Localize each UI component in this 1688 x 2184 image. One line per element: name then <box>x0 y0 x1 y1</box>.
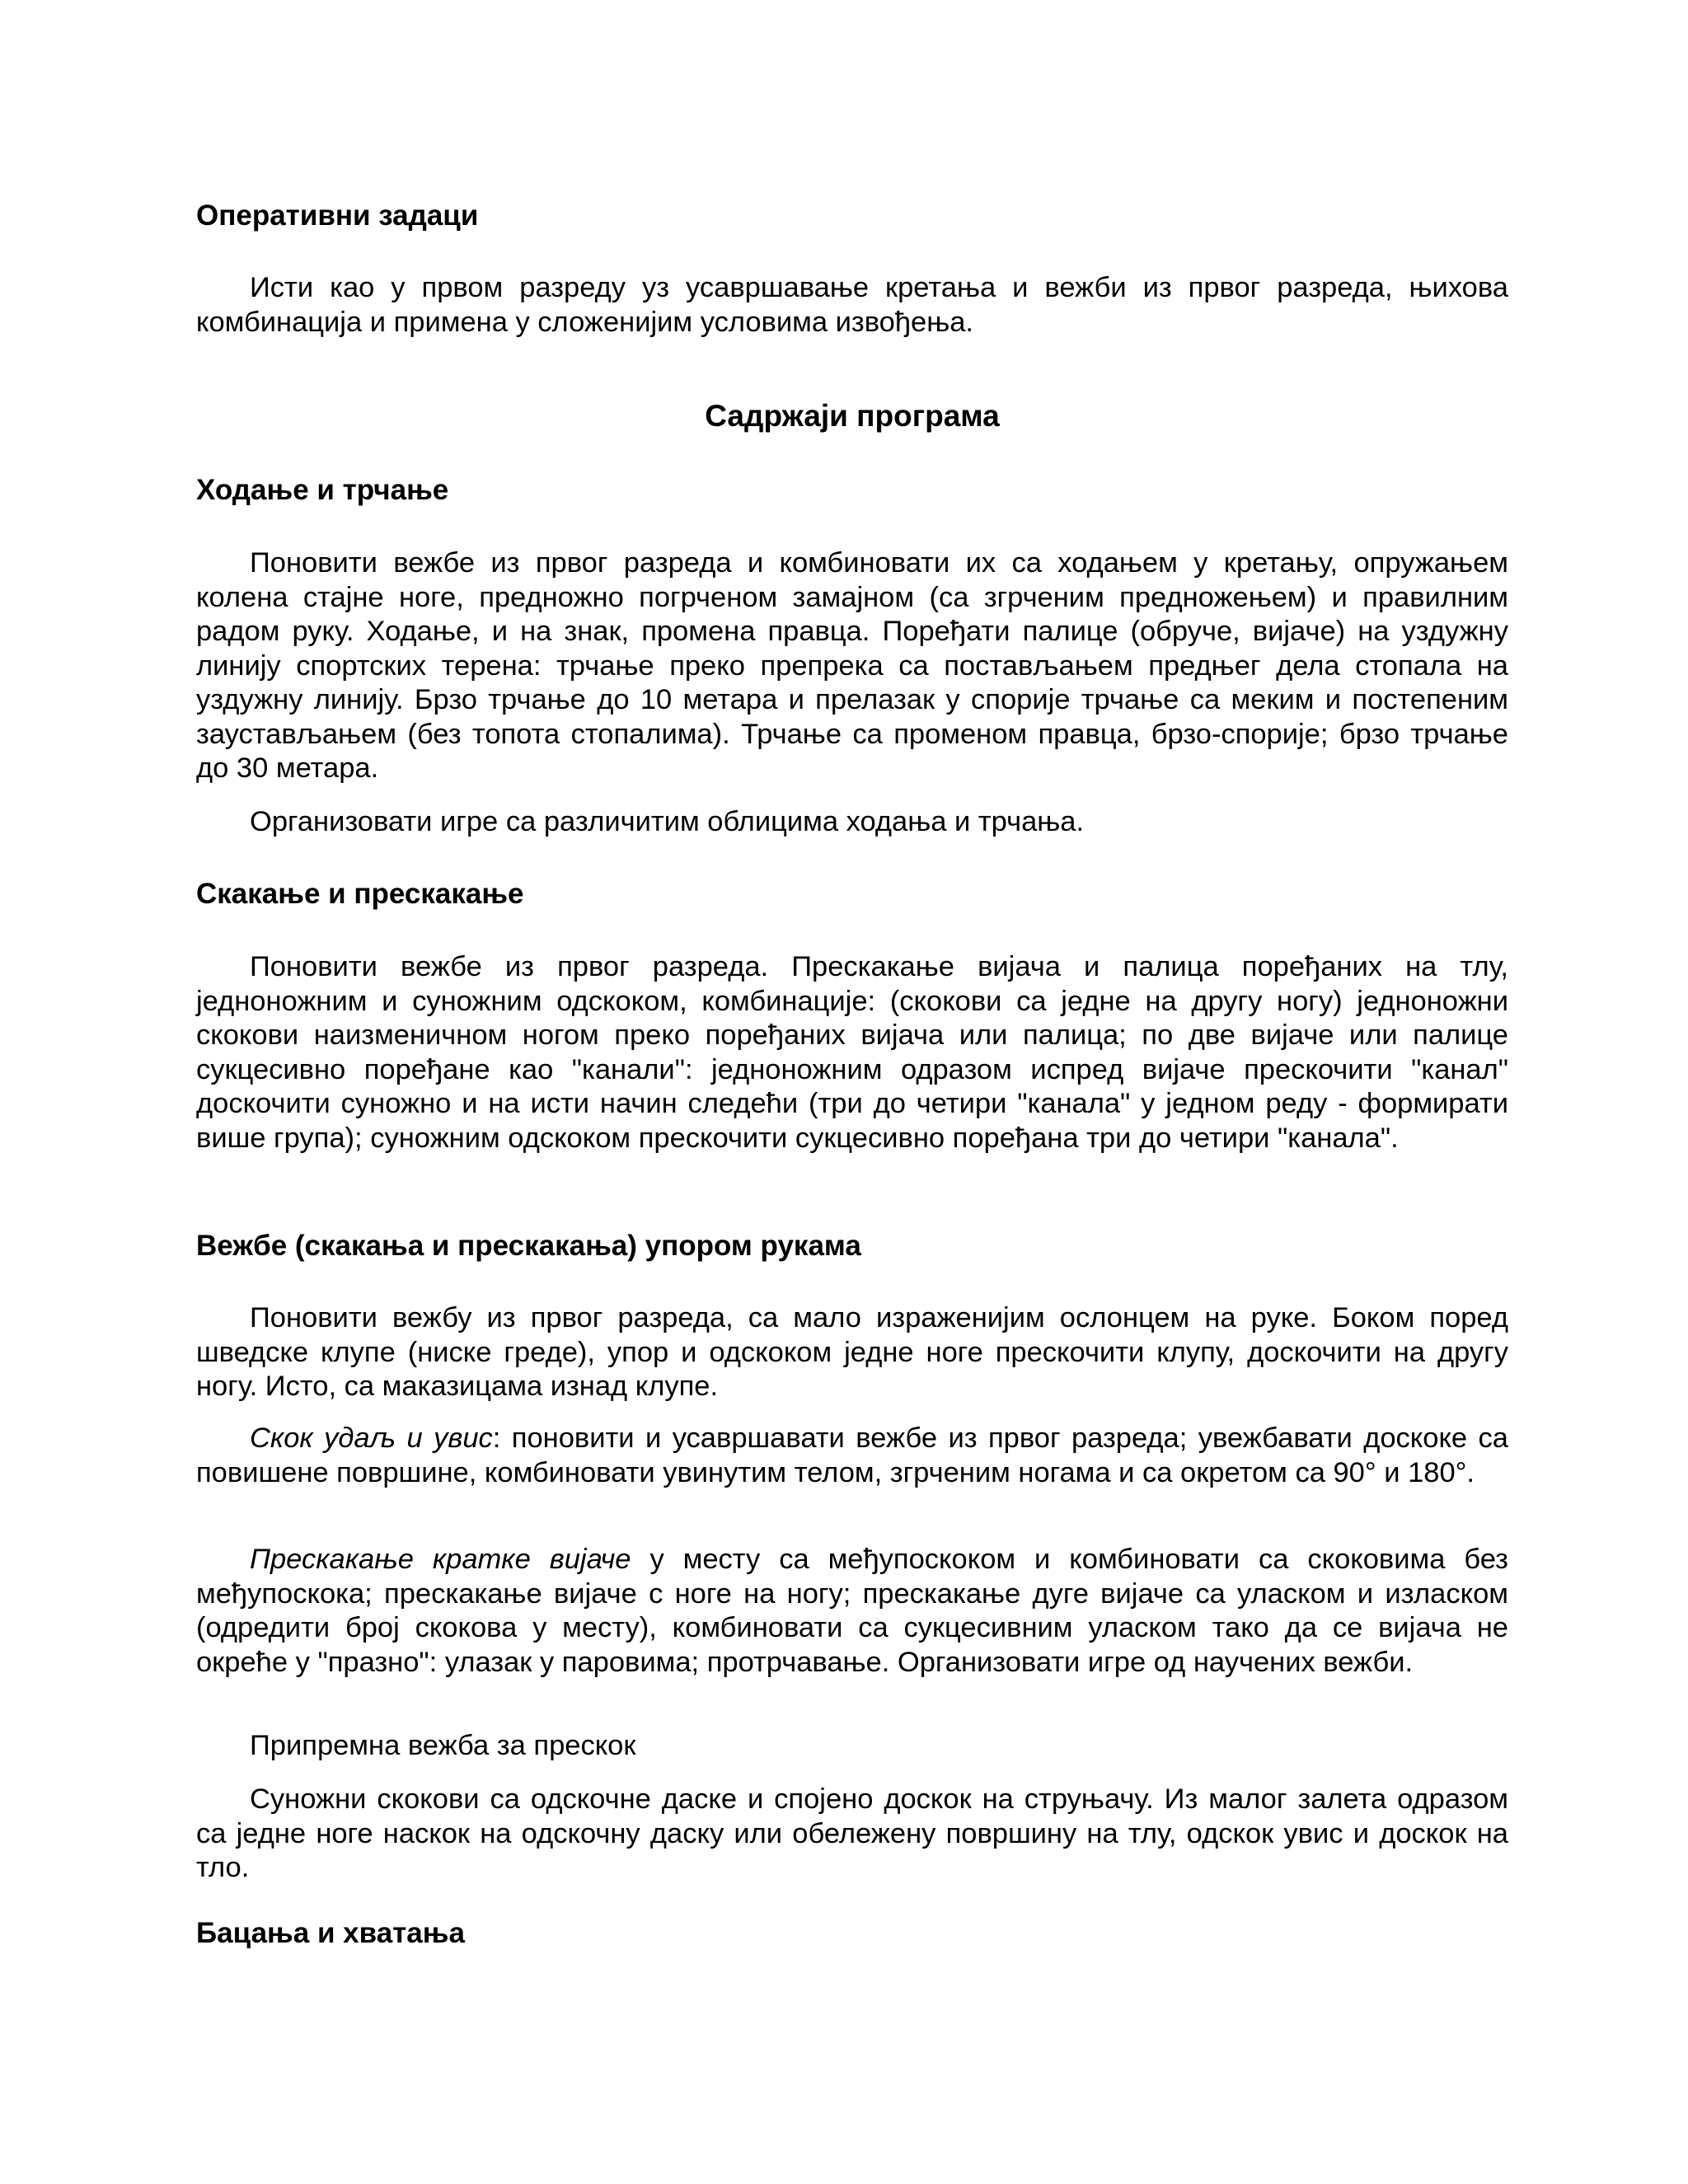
long-high-jump-text: : поновити и усавршавати вежбе из првог разреда; увежбавати доскоке са повишене површине, комбиновати увинутим телом, згрченим ногама и са окретом са 90° и 180°. <box>196 1422 1508 1488</box>
support-jumps-heading: Вежбе (скакања и прескакања) упором рукама <box>196 1230 861 1262</box>
walking-running-paragraph-1: Поновити вежбе из првог разреда и комбиновати их са ходањем у кретању, опружањем колена стајне ноге, предножно погрченом замајном (са згрченим предножењем) и правилним радом руку. Ходање, и на знак, промена правца. Поређати палице (обруче, вијаче) на уздужну линију спортских терена: трчање преко препрека са постављањем предњег дела стопала на уздужну линију. Брзо трчање до 10 метара и прелазак у спорије трчање са меким и постепеним заустављањем (без топота стопалима). Трчање са променом правца, брзо-спорије; брзо трчање до 30 метара. <box>196 547 1508 784</box>
jumping-heading: Скакање и прескакање <box>196 878 524 910</box>
vault-prep-paragraph: Суножни скокови са одскочне даске и спојено доскок на струњачу. Из малог залета одразом са једне ноге наскок на одскочну даску или обележену површину на тлу, одскок увис и доскок на тло. <box>196 1783 1508 1883</box>
short-rope-paragraph <box>196 1543 1508 1680</box>
short-rope-text: у месту са међупоскоком и комбиновати са скоковима без међупоскока; прескакање вијаче с ноге на ногу; прескакање дуге вијаче са уласком и изласком (одредити број скокова у месту), комбиновати са сукцесивним уласком тако да се вијача не окреће у "празно": улазак у паровима; протрчавање. Организовати игре од научених вежби. <box>196 1544 1508 1678</box>
jumping-paragraph: Поновити вежбе из првог разреда. Прескакање вијача и палица поређаних на тлу, једноножним и суножним одскоком, комбинације: (скокови са једне на другу ногу) једноножни скокови наизменичном ногом преко поређаних вијача или палица; по две вијаче или палице сукцесивно поређане као "канали": једноножним одразом испред вијаче прескочити "канал" доскочити суножно и на исти начин следећи (три до четири "канала" у једном реду - формирати више група); суножним одскоком прескочити сукцесивно поређана три до четири "канала". <box>196 951 1508 1154</box>
vault-prep-line: Припремна вежба за прескок <box>250 1730 636 1761</box>
walking-running-heading: Ходање и трчање <box>196 474 449 506</box>
throwing-catching-heading: Бацања и хватања <box>196 1917 465 1949</box>
walking-running-paragraph-2: Организовати игре са различитим облицима ходања и трчања. <box>250 806 1085 837</box>
operative-tasks-paragraph: Исти као у првом разреду уз усавршавање кретања и вежби из првог разреда, њихова комбинација и примена у сложенијим условима извођења. <box>196 272 1508 338</box>
operative-tasks-heading: Оперативни задаци <box>196 199 479 232</box>
long-high-jump-paragraph <box>196 1422 1508 1490</box>
support-jumps-paragraph-1: Поновити вежбу из првог разреда, са мало израженијим ослонцем на руке. Боком поред шведске клупе (ниске греде), упор и одскоком једне ноге прескочити клупу, доскочити на другу ногу. Исто, са маказицама изнад клупе. <box>196 1302 1508 1402</box>
program-contents-title: Садржаји програма <box>705 399 1000 433</box>
short-rope-term: Прескакање кратке вијаче <box>250 1544 631 1575</box>
long-high-jump-term: Скок удаљ и увис <box>250 1422 493 1454</box>
